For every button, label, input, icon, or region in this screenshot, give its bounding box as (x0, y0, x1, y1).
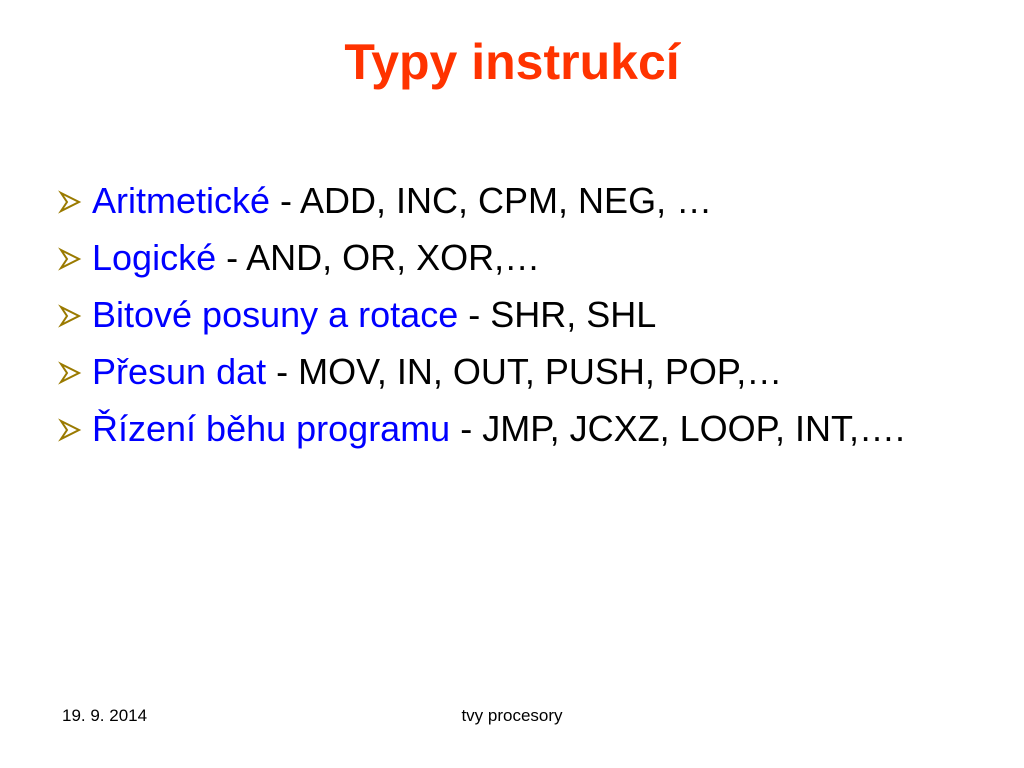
bullet-item (58, 290, 938, 340)
bullet-text: - ADD, INC, CPM, NEG, … (270, 180, 713, 221)
arrow-right-icon (58, 190, 82, 214)
bullet-item (58, 347, 938, 397)
bullet-text: - MOV, IN, OUT, PUSH, POP,… (266, 351, 783, 392)
bullet-highlight: Řízení běhu programu (92, 408, 451, 449)
bullet-highlight: Přesun dat (92, 351, 267, 392)
bullet-highlight: Aritmetické (92, 180, 271, 221)
footer-date: 19. 9. 2014 (62, 706, 148, 725)
bullet-text: - SHR, SHL (458, 294, 657, 335)
bullet-list (58, 176, 938, 461)
arrow-right-icon (58, 418, 82, 442)
slide-title: Typy instrukcí (344, 34, 680, 90)
bullet-highlight: Bitové posuny a rotace (92, 294, 459, 335)
bullet-highlight: Logické (92, 237, 217, 278)
bullet-text: - JMP, JCXZ, LOOP, INT,…. (450, 408, 905, 449)
bullet-item (58, 176, 938, 226)
footer-text: tvy procesory (461, 706, 563, 725)
arrow-right-icon (58, 247, 82, 271)
arrow-right-icon (58, 361, 82, 385)
bullet-item (58, 233, 938, 283)
bullet-item (58, 404, 938, 454)
bullet-text: - AND, OR, XOR,… (216, 237, 541, 278)
arrow-right-icon (58, 304, 82, 328)
